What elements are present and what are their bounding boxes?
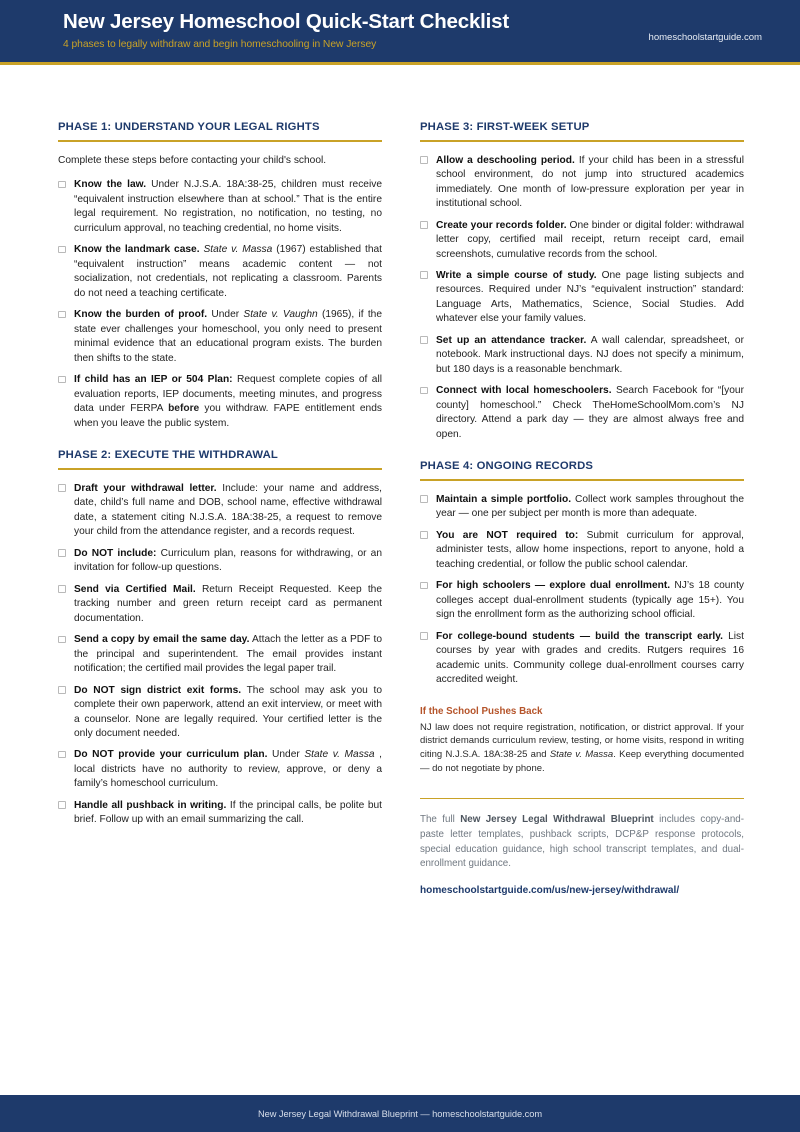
callout-text-post: . Keep everything documented — do not negotiate by phone. xyxy=(420,749,744,775)
item-case-citation: State v. Massa xyxy=(203,244,273,256)
phase-1-checklist xyxy=(58,178,382,431)
item-body: The school may ask you to complete their own paperwork, attend an exit interview, or meet with a counselor. None are legally required. Your certified letter is the only document needed. xyxy=(74,684,382,739)
item-body: Submit curriculum for approval, administer tests, allow home inspections, report to anyone, hold a teaching credential, or follow the public school calendar. xyxy=(436,529,744,570)
phase-2-checklist xyxy=(58,482,382,828)
item-lead: Send via Certified Mail. xyxy=(74,583,196,595)
checkbox-icon[interactable] xyxy=(420,495,428,503)
item-body: NJ’s 18 county colleges accept dual-enrollment students (typically age 15+). You sign the enrollment form as the authorizing school official. xyxy=(436,580,744,621)
checkbox-icon[interactable] xyxy=(58,311,66,319)
checklist-item[interactable] xyxy=(420,219,744,262)
item-lead: Connect with local homeschoolers. xyxy=(436,385,612,397)
item-lead: Allow a deschooling period. xyxy=(436,154,575,166)
phase-3-checklist xyxy=(420,154,744,443)
checkbox-icon[interactable] xyxy=(420,156,428,164)
footer-text: New Jersey Legal Withdrawal Blueprint — homeschoolstartguide.com xyxy=(257,1108,543,1119)
item-body: Curriculum plan, reasons for withdrawing, or an invitation for follow-up questions. xyxy=(74,547,382,574)
right-column xyxy=(420,121,744,896)
checkbox-icon[interactable] xyxy=(58,636,66,644)
item-body: Request complete copies of all evaluation reports, IEP documents, meeting minutes, and progress data under FERPA xyxy=(74,374,382,415)
checkbox-icon[interactable] xyxy=(58,484,66,492)
item-lead: Do NOT sign district exit forms. xyxy=(74,684,242,696)
header-inner xyxy=(0,0,800,62)
promo-link[interactable]: homeschoolstartguide.com/us/new-jersey/withdrawal/ xyxy=(420,885,680,897)
checklist-item[interactable] xyxy=(420,154,744,212)
phase-2-heading: PHASE 2: EXECUTE THE WITHDRAWAL xyxy=(58,449,278,462)
checkbox-icon[interactable] xyxy=(58,246,66,254)
checklist-item[interactable] xyxy=(58,308,382,366)
checkbox-icon[interactable] xyxy=(58,801,66,809)
item-body: Include: your name and address, date, child’s full name and DOB, school name, effective withdrawal date, a statement citing N.J.S.A. 18A:38-25, a request to remove your child from the attendance register, and a records request. xyxy=(74,482,382,538)
item-lead: You are NOT required to: xyxy=(436,529,579,541)
callout-heading: If the School Pushes Back xyxy=(420,705,543,717)
item-body-post: you withdraw. FAPE entitlement ends when you leave the public system. xyxy=(74,403,382,429)
item-lead: Write a simple course of study. xyxy=(436,269,597,281)
item-body: Search Facebook for “[your county] homeschool.” Check TheHomeSchoolMom.com’s NJ directory. Attend a park day — they are almost always free and open. xyxy=(436,385,744,440)
checklist-item[interactable] xyxy=(58,482,382,540)
checklist-item[interactable] xyxy=(420,579,744,622)
item-lead: Know the burden of proof. xyxy=(74,309,208,321)
two-column-layout xyxy=(58,121,742,896)
callout-text-pre: NJ law does not require registration, notification, or district approval. If your district demands curriculum review, testing, or home visits, respond in writing citing N.J.S.A. 18A:38-25 and xyxy=(420,721,744,761)
item-lead: Create your records folder. xyxy=(436,219,567,231)
phase-1-block xyxy=(58,121,382,431)
phase-3-block xyxy=(420,121,744,442)
checkbox-icon[interactable] xyxy=(58,751,66,759)
page-header xyxy=(0,0,800,62)
checklist-item[interactable] xyxy=(420,630,744,688)
promo-text-pre: The full xyxy=(420,814,461,826)
promo-text-post: includes copy-and-paste letter templates, pushback scripts, DCP&P response protocols, special education guidance, high school transcript templates, and dual-enrollment guidance. xyxy=(420,814,744,870)
item-emphasis: before xyxy=(168,403,200,415)
item-body: A wall calendar, spreadsheet, or notebook. Mark instructional days. NJ does not specify a minimum, but 180 days is a reasonable benchmark. xyxy=(436,334,744,375)
item-lead: If child has an IEP or 504 Plan: xyxy=(74,374,233,386)
phase-4-block xyxy=(420,460,744,687)
checklist-item[interactable] xyxy=(58,748,382,791)
header-subtitle: 4 phases to legally withdraw and begin homeschooling in New Jersey xyxy=(63,38,377,50)
item-body: If the principal calls, be polite but brief. Follow up with an email summarizing the call. xyxy=(74,799,382,826)
item-lead: Set up an attendance tracker. xyxy=(436,334,587,346)
left-column xyxy=(58,121,382,846)
item-lead: Send a copy by email the same day. xyxy=(74,634,250,646)
promo-block xyxy=(420,813,744,896)
phase-3-heading: PHASE 3: FIRST-WEEK SETUP xyxy=(420,121,590,133)
checklist-item[interactable] xyxy=(420,334,744,377)
checkbox-icon[interactable] xyxy=(420,531,428,539)
checklist-item[interactable] xyxy=(420,384,744,442)
checkbox-icon[interactable] xyxy=(420,387,428,395)
item-lead: For high schoolers — explore dual enrollment. xyxy=(436,580,671,592)
callout-case-citation: State v. Massa xyxy=(549,749,614,761)
phase-4-heading: PHASE 4: ONGOING RECORDS xyxy=(420,460,594,473)
checkbox-icon[interactable] xyxy=(58,376,66,384)
page-title: New Jersey Homeschool Quick-Start Checklist xyxy=(63,10,509,33)
checklist-item[interactable] xyxy=(58,583,382,626)
checkbox-icon[interactable] xyxy=(58,686,66,694)
item-body: (1967) established that “equivalent instruction” means academic content — not socialization, not credentials, not replicating a classroom. Parents do not need a teaching certificate. xyxy=(74,244,382,299)
page-body xyxy=(0,65,800,896)
promo-text xyxy=(420,813,744,872)
checklist-item[interactable] xyxy=(58,684,382,742)
promo-divider xyxy=(420,798,744,800)
checkbox-icon[interactable] xyxy=(420,271,428,279)
checkbox-icon[interactable] xyxy=(58,549,66,557)
phase-1-divider xyxy=(58,140,382,142)
checklist-item[interactable] xyxy=(58,799,382,828)
item-body: Return Receipt Requested. Keep the tracking number and green return receipt card as permanent documentation. xyxy=(74,583,382,624)
item-body: One binder or digital folder: withdrawal letter copy, certified mail receipt, return receipt card, email screenshots, cumulative records from the school. xyxy=(436,219,744,260)
checkbox-icon[interactable] xyxy=(420,632,428,640)
item-lead: Do NOT provide your curriculum plan. xyxy=(74,749,268,761)
item-body: Under N.J.S.A. 18A:38-25, children must receive “equivalent instruction elsewhere than at school.” That is the entire legal requirement. No registration, no notification, no testing, no curriculum approval, no teaching credential, no home visits. xyxy=(74,179,382,234)
item-body-pre: Under xyxy=(272,749,305,761)
header-site-url: homeschoolstartguide.com xyxy=(648,32,762,43)
checklist-item[interactable] xyxy=(420,493,744,522)
phase-1-intro: Complete these steps before contacting your child's school. xyxy=(58,154,327,166)
phase-2-divider xyxy=(58,468,382,470)
item-body: , local districts have no authority to review, approve, or deny a family’s homeschool curriculum. xyxy=(74,749,382,790)
pushback-callout xyxy=(420,706,744,776)
checkbox-icon[interactable] xyxy=(420,336,428,344)
checkbox-icon[interactable] xyxy=(58,181,66,189)
checklist-item[interactable] xyxy=(58,633,382,676)
item-case-citation: State v. Massa xyxy=(304,749,375,761)
item-lead: For college-bound students — build the transcript early. xyxy=(436,630,723,642)
phase-2-block xyxy=(58,449,382,828)
item-lead: Maintain a simple portfolio. xyxy=(436,493,572,505)
checklist-item[interactable] xyxy=(420,269,744,327)
checklist-item[interactable] xyxy=(58,243,382,301)
checklist-item[interactable] xyxy=(420,529,744,572)
item-body: If your child has been in a stressful school environment, do not jump into structured academics immediately. One month of low-pressure exploration per year in institutional school. xyxy=(436,154,744,210)
item-body-pre: Under xyxy=(211,309,244,321)
item-lead: Handle all pushback in writing. xyxy=(74,799,227,811)
callout-body xyxy=(420,721,744,776)
checkbox-icon[interactable] xyxy=(420,221,428,229)
checkbox-icon[interactable] xyxy=(420,582,428,590)
page-footer xyxy=(0,1095,800,1132)
phase-3-divider xyxy=(420,140,744,142)
phase-4-checklist xyxy=(420,493,744,688)
item-body: List courses by year with grades and credits. Rutgers requires 16 academic units. Community college dual-enrollment courses carry accredited weight. xyxy=(436,630,744,686)
checklist-item[interactable] xyxy=(58,373,382,431)
item-body: (1965), if the state ever challenges your homeschool, you only need to present minimal evidence that an educational program exists. The burden then shifts to the state. xyxy=(74,309,383,364)
item-lead: Know the landmark case. xyxy=(74,244,200,256)
item-lead: Draft your withdrawal letter. xyxy=(74,482,217,494)
item-body: Collect work samples throughout the year — one per subject per month is more than adequate. xyxy=(436,493,744,520)
phase-4-divider xyxy=(420,479,744,481)
item-case-citation: State v. Vaughn xyxy=(243,309,318,321)
item-body: One page listing subjects and resources. Required under NJ’s “equivalent instruction” standard: Language Arts, Mathematics, Science, Social Studies. Add whatever else your family values. xyxy=(436,269,744,325)
checkbox-icon[interactable] xyxy=(58,585,66,593)
item-lead: Do NOT include: xyxy=(74,547,157,559)
checklist-item[interactable] xyxy=(58,547,382,576)
phase-1-heading: PHASE 1: UNDERSTAND YOUR LEGAL RIGHTS xyxy=(58,121,320,133)
checklist-item[interactable] xyxy=(58,178,382,236)
item-lead: Know the law. xyxy=(74,179,147,191)
promo-product-name: New Jersey Legal Withdrawal Blueprint xyxy=(460,814,654,826)
item-body: Attach the letter as a PDF to the principal and superintendent. The email provides instant notification; the certified mail provides the legal paper trail. xyxy=(74,634,382,675)
